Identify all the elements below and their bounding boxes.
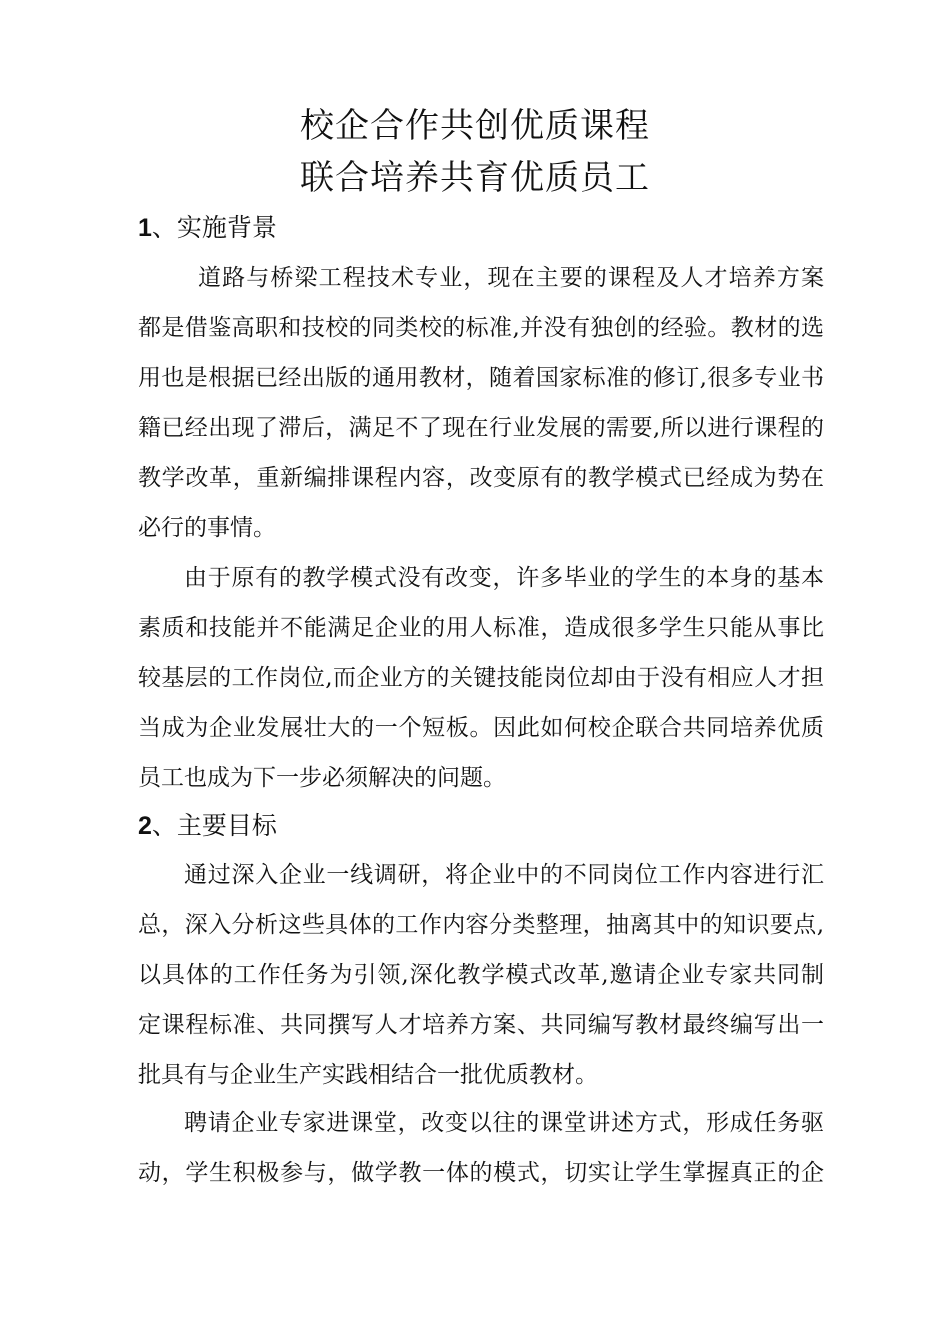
- paragraph-line: 批具有与企业生产实践相结合一批优质教材。: [138, 1062, 598, 1088]
- section-1-paragraph-2: [138, 553, 824, 803]
- section-2-heading-text: 、主要目标: [151, 811, 277, 840]
- paragraph-line: 道路与桥梁工程技术专业，现在主要的课程及人才培养方案: [198, 265, 824, 291]
- paragraph-line: 素质和技能并不能满足企业的用人标准，造成很多学生只能从事比: [138, 615, 824, 641]
- section-2-paragraph-2: [138, 1098, 824, 1198]
- section-1-number: 1: [138, 214, 152, 242]
- section-1-heading-text: 、实施背景: [151, 213, 277, 242]
- section-1-heading: [138, 210, 277, 246]
- section-2-heading: [138, 808, 277, 844]
- paragraph-line: 动，学生积极参与，做学教一体的模式，切实让学生掌握真正的企: [138, 1160, 824, 1186]
- section-1-paragraph-1: [138, 253, 824, 553]
- paragraph-line: 较基层的工作岗位,而企业方的关键技能岗位却由于没有相应人才担: [138, 665, 824, 691]
- paragraph-line: 都是借鉴高职和技校的同类校的标准,并没有独创的经验。教材的选: [138, 315, 824, 341]
- paragraph-line: 定课程标准、共同撰写人才培养方案、共同编写教材最终编写出一: [138, 1012, 824, 1038]
- document-title: [0, 100, 950, 204]
- paragraph-line: 员工也成为下一步必须解决的问题。: [138, 765, 506, 791]
- paragraph-line: 必行的事情。: [138, 515, 276, 541]
- section-2-number: 2: [138, 812, 152, 840]
- paragraph-line: 通过深入企业一线调研，将企业中的不同岗位工作内容进行汇: [184, 862, 824, 888]
- paragraph-line: 由于原有的教学模式没有改变，许多毕业的学生的本身的基本: [184, 565, 824, 591]
- paragraph-line: 聘请企业专家进课堂，改变以往的课堂讲述方式，形成任务驱: [184, 1110, 824, 1136]
- section-2-paragraph-1: [138, 850, 824, 1100]
- paragraph-line: 教学改革，重新编排课程内容，改变原有的教学模式已经成为势在: [138, 465, 824, 491]
- paragraph-line: 以具体的工作任务为引领,深化教学模式改革,邀请企业专家共同制: [138, 962, 824, 988]
- title-line-2: 联合培养共育优质员工: [300, 158, 650, 198]
- paragraph-line: 籍已经出现了滞后，满足不了现在行业发展的需要,所以进行课程的: [138, 415, 824, 441]
- title-line-1: 校企合作共创优质课程: [300, 106, 650, 146]
- paragraph-line: 用也是根据已经出版的通用教材，随着国家标准的修订,很多专业书: [138, 365, 824, 391]
- paragraph-line: 当成为企业发展壮大的一个短板。因此如何校企联合共同培养优质: [138, 715, 824, 741]
- paragraph-line: 总，深入分析这些具体的工作内容分类整理，抽离其中的知识要点,: [138, 912, 824, 938]
